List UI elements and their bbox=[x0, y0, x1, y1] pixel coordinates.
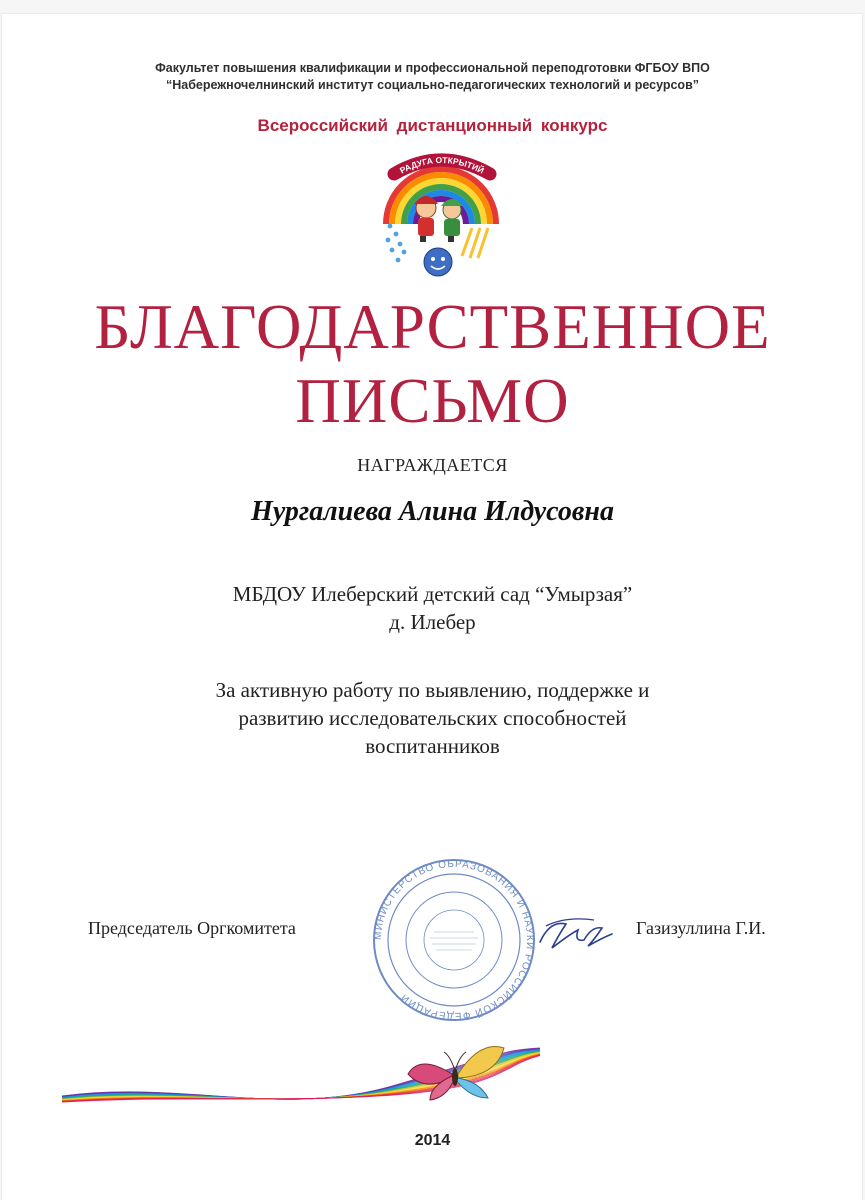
organization-line-1: МБДОУ Илеберский детский сад “Умырзая” bbox=[232, 582, 633, 606]
award-reason bbox=[0, 676, 865, 760]
faculty-header bbox=[0, 60, 865, 94]
handwritten-signature bbox=[536, 912, 616, 956]
signer-role: Председатель Оргкомитета bbox=[88, 918, 296, 938]
stamp-outer-text: МИНИСТЕРСТВО ОБРАЗОВАНИЯ И НАУКИ РОССИЙСКОЙ ФЕДЕРАЦИИ bbox=[372, 858, 536, 1022]
official-stamp bbox=[370, 856, 538, 1024]
awarded-label: НАГРАЖДАЕТСЯ bbox=[357, 455, 508, 475]
contest-title: Всероссийский дистанционный конкурс bbox=[257, 116, 608, 135]
header-line-2: “Набережночелнинский институт социально-педагогических технологий и ресурсов” bbox=[165, 78, 700, 92]
rainbow-logo bbox=[376, 146, 506, 286]
globe-face-icon bbox=[424, 248, 452, 276]
recipient-name: Нургалиева Алина Илдусовна bbox=[251, 496, 614, 527]
document-title-line-1: БЛАГОДАРСТВЕННОЕ bbox=[94, 292, 771, 362]
organization bbox=[0, 580, 865, 636]
signer-name: Газизуллина Г.И. bbox=[636, 918, 766, 938]
rain-drops-icon bbox=[386, 224, 407, 263]
sun-rays-icon bbox=[462, 228, 488, 258]
year: 2014 bbox=[414, 1132, 451, 1149]
reason-line-3: воспитанников bbox=[365, 734, 500, 758]
header-line-1: Факультет повышения квалификации и профессиональной переподготовки ФГБОУ ВПО bbox=[155, 61, 710, 75]
children-icon bbox=[414, 196, 463, 242]
document-title-line-2: ПИСЬМО bbox=[295, 366, 570, 436]
logo-text: РАДУГА ОТКРЫТИЙ bbox=[398, 154, 486, 176]
organization-line-2: д. Илебер bbox=[389, 610, 476, 634]
butterfly-icon bbox=[400, 1034, 510, 1104]
reason-line-1: За активную работу по выявлению, поддержке и bbox=[215, 678, 650, 702]
rainbow-arc-icon bbox=[386, 169, 496, 224]
reason-line-2: развитию исследовательских способностей bbox=[238, 706, 627, 730]
